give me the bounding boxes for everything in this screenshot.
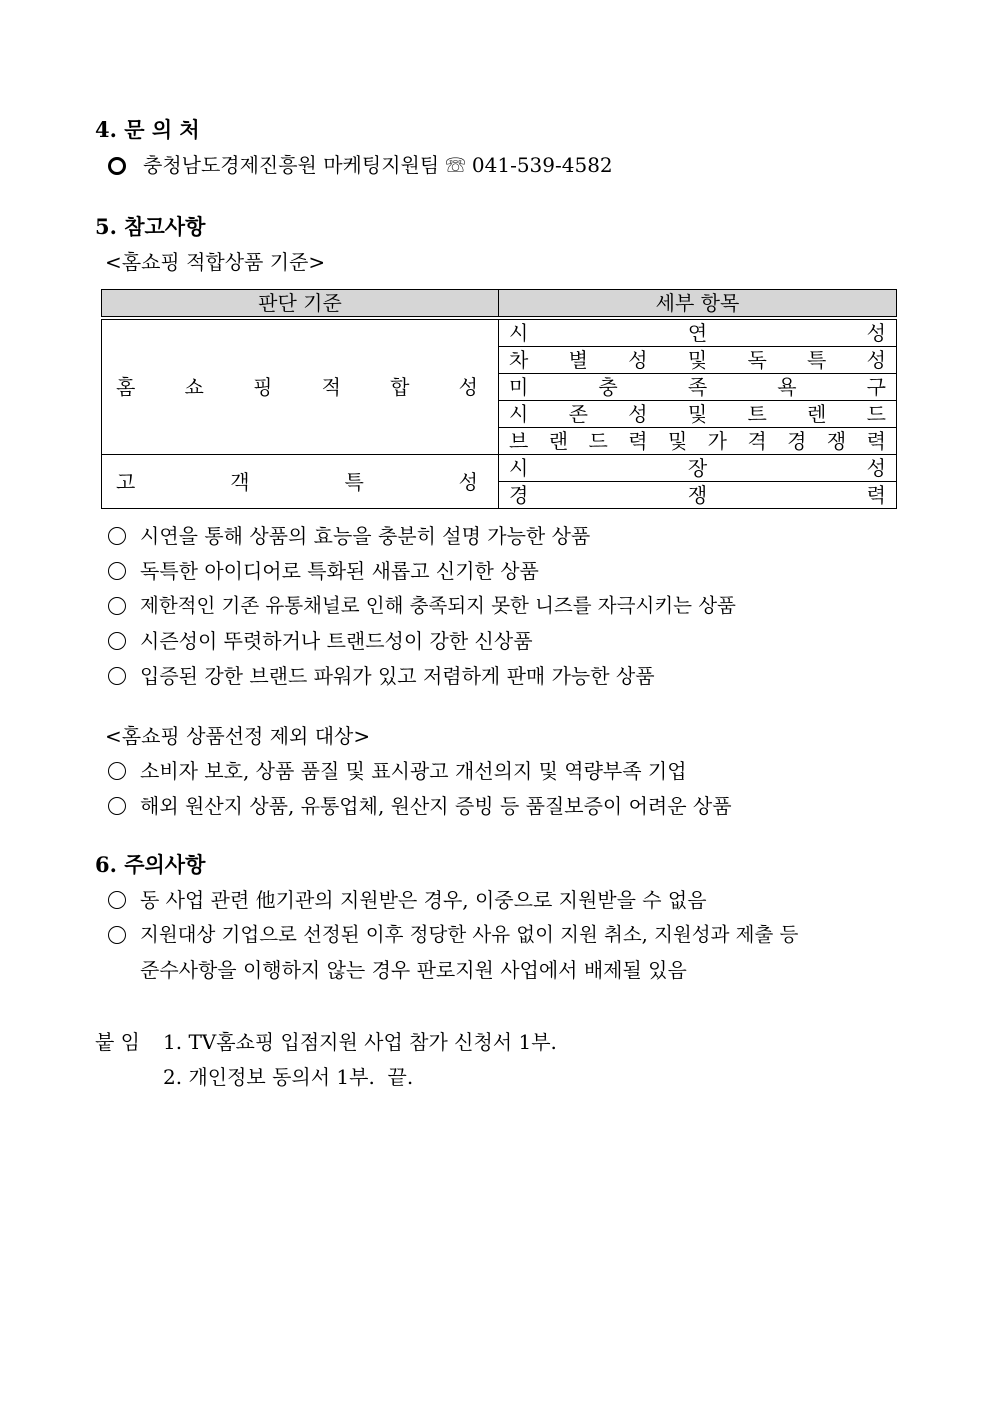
section-5-heading: 5. 참고사항 [95, 214, 206, 239]
item-char: 경 [787, 429, 807, 453]
item-char: 성 [866, 321, 886, 345]
item-char: 성 [628, 402, 648, 426]
criterion-char: 고 [116, 469, 136, 494]
contact-line [143, 150, 613, 180]
item-char: 차 [509, 348, 529, 372]
item-char: 력 [866, 483, 886, 507]
bullet-icon [108, 632, 126, 650]
item-char: 력 [628, 429, 648, 453]
table-header-row [102, 290, 897, 319]
item-char: 장 [687, 456, 708, 480]
item-char: 성 [628, 348, 648, 372]
item-char: 미 [509, 375, 529, 399]
criteria-title: <홈쇼핑 적합상품 기준> [105, 250, 326, 274]
item-char: 격 [747, 429, 767, 453]
item-char: 연 [687, 321, 708, 345]
item-char: 별 [568, 348, 588, 372]
item-char: 렌 [807, 402, 827, 426]
criterion-char: 성 [458, 375, 478, 399]
table-row [102, 455, 897, 482]
fit-item: 시연을 통해 상품의 효능을 충분히 설명 가능한 상품 [140, 524, 591, 548]
section-6-heading: 6. 주의사항 [95, 852, 206, 877]
table-header-criterion: 판단 기준 [102, 290, 499, 319]
attachment-item: 2. 개인정보 동의서 1부. 끝. [163, 1065, 414, 1089]
item-cell [499, 318, 897, 347]
section-4-heading: 4. 문 의 처 [95, 117, 200, 142]
item-char: 쟁 [826, 429, 847, 453]
item-cell [499, 428, 897, 455]
item-cell [499, 455, 897, 482]
item-char: 경 [509, 483, 529, 507]
item-char: 랜 [548, 429, 569, 453]
criterion-cell [102, 455, 499, 509]
item-char: 력 [866, 429, 886, 453]
attachment-item: 1. TV홈쇼핑 입점지원 사업 참가 신청서 1부. [163, 1030, 557, 1054]
exclusion-item: 소비자 보호, 상품 품질 및 표시광고 개선의지 및 역량부족 기업 [140, 759, 687, 783]
bullet-icon [108, 597, 126, 615]
caution-item: 지원대상 기업으로 선정된 이후 정당한 사유 없이 지원 취소, 지원성과 제출 등 [140, 923, 799, 946]
caution-continuation: 준수사항을 이행하지 않는 경우 판로지원 사업에서 배제될 있음 [140, 958, 687, 982]
item-char: 드 [866, 402, 886, 426]
item-char: 시 [509, 456, 529, 480]
criterion-cell [102, 318, 499, 455]
criterion-char: 특 [344, 469, 364, 494]
table-header-items: 세부 항목 [499, 290, 897, 319]
fit-item: 입증된 강한 브랜드 파워가 있고 저렴하게 판매 가능한 상품 [140, 664, 655, 688]
item-char: 성 [866, 456, 886, 480]
criterion-char: 합 [390, 375, 410, 399]
criterion-char: 적 [321, 375, 341, 399]
item-cell [499, 482, 897, 509]
criterion-char: 홈 [116, 375, 136, 399]
bullet-icon [108, 667, 126, 685]
bullet-icon [108, 762, 126, 780]
item-char: 존 [568, 402, 588, 426]
item-cell [499, 347, 897, 374]
item-char: 드 [588, 429, 608, 453]
item-char: 및 [687, 348, 708, 372]
attachments-label: 붙 임 [95, 1030, 140, 1054]
item-char: 충 [598, 375, 618, 399]
item-char: 및 [667, 429, 688, 453]
criterion-char: 쇼 [184, 375, 204, 399]
bullet-icon [108, 527, 126, 545]
contact-phone: 041-539-4582 [471, 153, 613, 177]
item-char: 성 [866, 348, 886, 372]
bullet-icon [108, 926, 126, 944]
bullet-icon [108, 562, 126, 580]
fit-item: 제한적인 기존 유통채널로 인해 충족되지 못한 니즈를 자극시키는 상품 [140, 594, 736, 617]
item-char: 시 [509, 402, 529, 426]
phone-icon: ☏ [445, 153, 466, 177]
item-char: 구 [866, 375, 886, 399]
item-char: 및 [687, 402, 708, 426]
item-char: 쟁 [687, 483, 708, 507]
bullet-icon [108, 157, 126, 175]
fit-item: 독특한 아이디어로 특화된 새롭고 신기한 상품 [140, 559, 539, 583]
criteria-table [101, 289, 897, 509]
item-char: 족 [687, 375, 708, 399]
item-cell [499, 401, 897, 428]
criterion-char: 핑 [253, 375, 273, 399]
item-char: 욕 [777, 375, 797, 399]
table-row [102, 318, 897, 347]
item-cell [499, 374, 897, 401]
item-char: 독 [747, 348, 767, 372]
criterion-char: 성 [458, 469, 478, 494]
exclusion-item: 해외 원산지 상품, 유통업체, 원산지 증빙 등 품질보증이 어려운 상품 [140, 794, 732, 818]
item-char: 트 [747, 402, 767, 426]
criterion-char: 객 [230, 469, 250, 494]
contact-org: 충청남도경제진흥원 마케팅지원팀 [143, 153, 440, 177]
item-char: 가 [707, 429, 727, 453]
item-char: 브 [509, 429, 529, 453]
exclusion-title: <홈쇼핑 상품선정 제외 대상> [105, 724, 371, 748]
item-char: 시 [509, 321, 529, 345]
item-char: 특 [807, 348, 827, 372]
bullet-icon [108, 891, 126, 909]
caution-item: 동 사업 관련 他기관의 지원받은 경우, 이중으로 지원받을 수 없음 [140, 888, 707, 912]
bullet-icon [108, 797, 126, 815]
fit-item: 시즌성이 뚜렷하거나 트랜드성이 강한 신상품 [140, 629, 533, 653]
